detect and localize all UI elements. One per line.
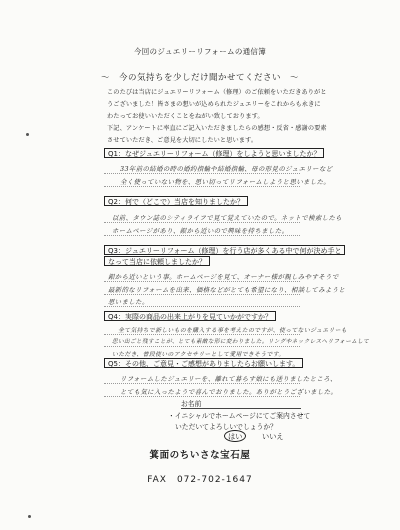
intro-line-5: させていただき、ご意見を大切にしたいと思います。 [107, 137, 258, 144]
answer-rule [104, 222, 300, 223]
answer-rule [104, 186, 300, 187]
intro-line-4: 下記、アンケートに率直にご記入いただきましたらの感想・反省・感謝の要素 [107, 125, 327, 132]
answer-2-line-2: ホームページがあり、銀から近いので興味を持ちました。 [112, 227, 289, 235]
answer-rule [104, 346, 300, 347]
shop-name: 箕面のちいさな宝石屋 [149, 450, 251, 461]
answer-1-line-1: 33年前の結婚の時の婚約指輪や結婚指輪、母の形見のジュエリーなど [120, 165, 333, 173]
question-4-label: Q4：実際の商品の出来上がりを見ていかがですか？ [104, 311, 276, 321]
answer-4-line-3: いただき、普段使いのアクセサリーとして愛用できそうです。 [112, 352, 285, 358]
answer-rule [104, 383, 300, 384]
form-subtitle: ～ 今の気持ちを少しだけ聞かせてください ～ [100, 73, 299, 83]
answer-4-line-1: 全て気持ちで新しいものを購入する事を考えたのですが、使ってないジュエリーも [118, 328, 348, 334]
answer-rule [104, 306, 300, 307]
question-3-label: Q3：ジュエリーリフォーム（修理）を行う店が多くある中で何が決め手と [104, 245, 345, 255]
answer-rule [104, 396, 300, 397]
answer-2-line-1: 以前、タウン誌のシティライフで見て覚えていたので。ネットで検索したら [112, 214, 343, 222]
answer-4-line-2: 思い出ごと残すことが、とても素敵な形に変わりました。リングやネックレスへリフォームして [112, 339, 370, 345]
answer-rule [104, 235, 300, 236]
name-line [181, 408, 301, 409]
name-label: お名前 [181, 400, 202, 408]
answer-3-line-1: 銀から近いという事。ホームページを見て、オーナー様が親しみやすそうで [108, 273, 339, 281]
fax-number: FAX 072-702-1647 [147, 475, 253, 485]
intro-line-2: うございました！皆さまの想いが込められたジュエリーをこれからも永きに [107, 101, 321, 108]
answer-3-line-2: 最新的なリフォームを出来、価格などがとても希望になり、相談してみようと [108, 286, 346, 294]
scan-speck [26, 133, 29, 136]
consent-question-line-2: いただいてよろしいでしょうか？ [175, 423, 277, 431]
answer-rule [104, 281, 300, 282]
consent-yes[interactable]: はい [228, 432, 243, 441]
consent-no[interactable]: いいえ [262, 432, 284, 441]
answer-rule [104, 173, 300, 174]
question-1-label: Q1：なぜジュエリーリフォーム（修理）をしようと思いましたか？ [104, 148, 324, 158]
yes-circle-mark [224, 430, 246, 442]
question-5-label: Q5：その他、ご意見・ご感想がありましたらお願いします。 [104, 358, 303, 368]
question-3-label-cont: なって当店に依頼しましたか？ [104, 256, 210, 266]
intro-line-1: このたびは当店にジュエリーリフォーム（修理）のご依頼をいただきありがと [107, 89, 327, 96]
question-2-label: Q2：何で（どこで）当店を知りましたか？ [104, 196, 248, 206]
answer-5-line-2: とても気に入ったようで喜んでおりました。ありがとうございました。 [120, 388, 338, 396]
form-title: 今回のジュエリーリフォームの通信簿 [133, 47, 267, 56]
intro-line-3: わたってお使いいただくことをねがい致しております。 [107, 113, 264, 120]
scan-speck [28, 515, 31, 518]
answer-1-line-2: 全く使っていない物を、思い切ってリフォームしようと思いました。 [120, 178, 331, 186]
answer-rule [104, 334, 300, 335]
answer-rule [104, 294, 300, 295]
consent-question-line-1: ・イニシャルでホームページにてご案内させて [168, 412, 311, 420]
answer-5-line-1: リフォームしたジュエリーを、離れて暮らす娘にも送りましたところ、 [120, 375, 337, 383]
answer-3-line-3: 思いました。 [108, 298, 149, 306]
